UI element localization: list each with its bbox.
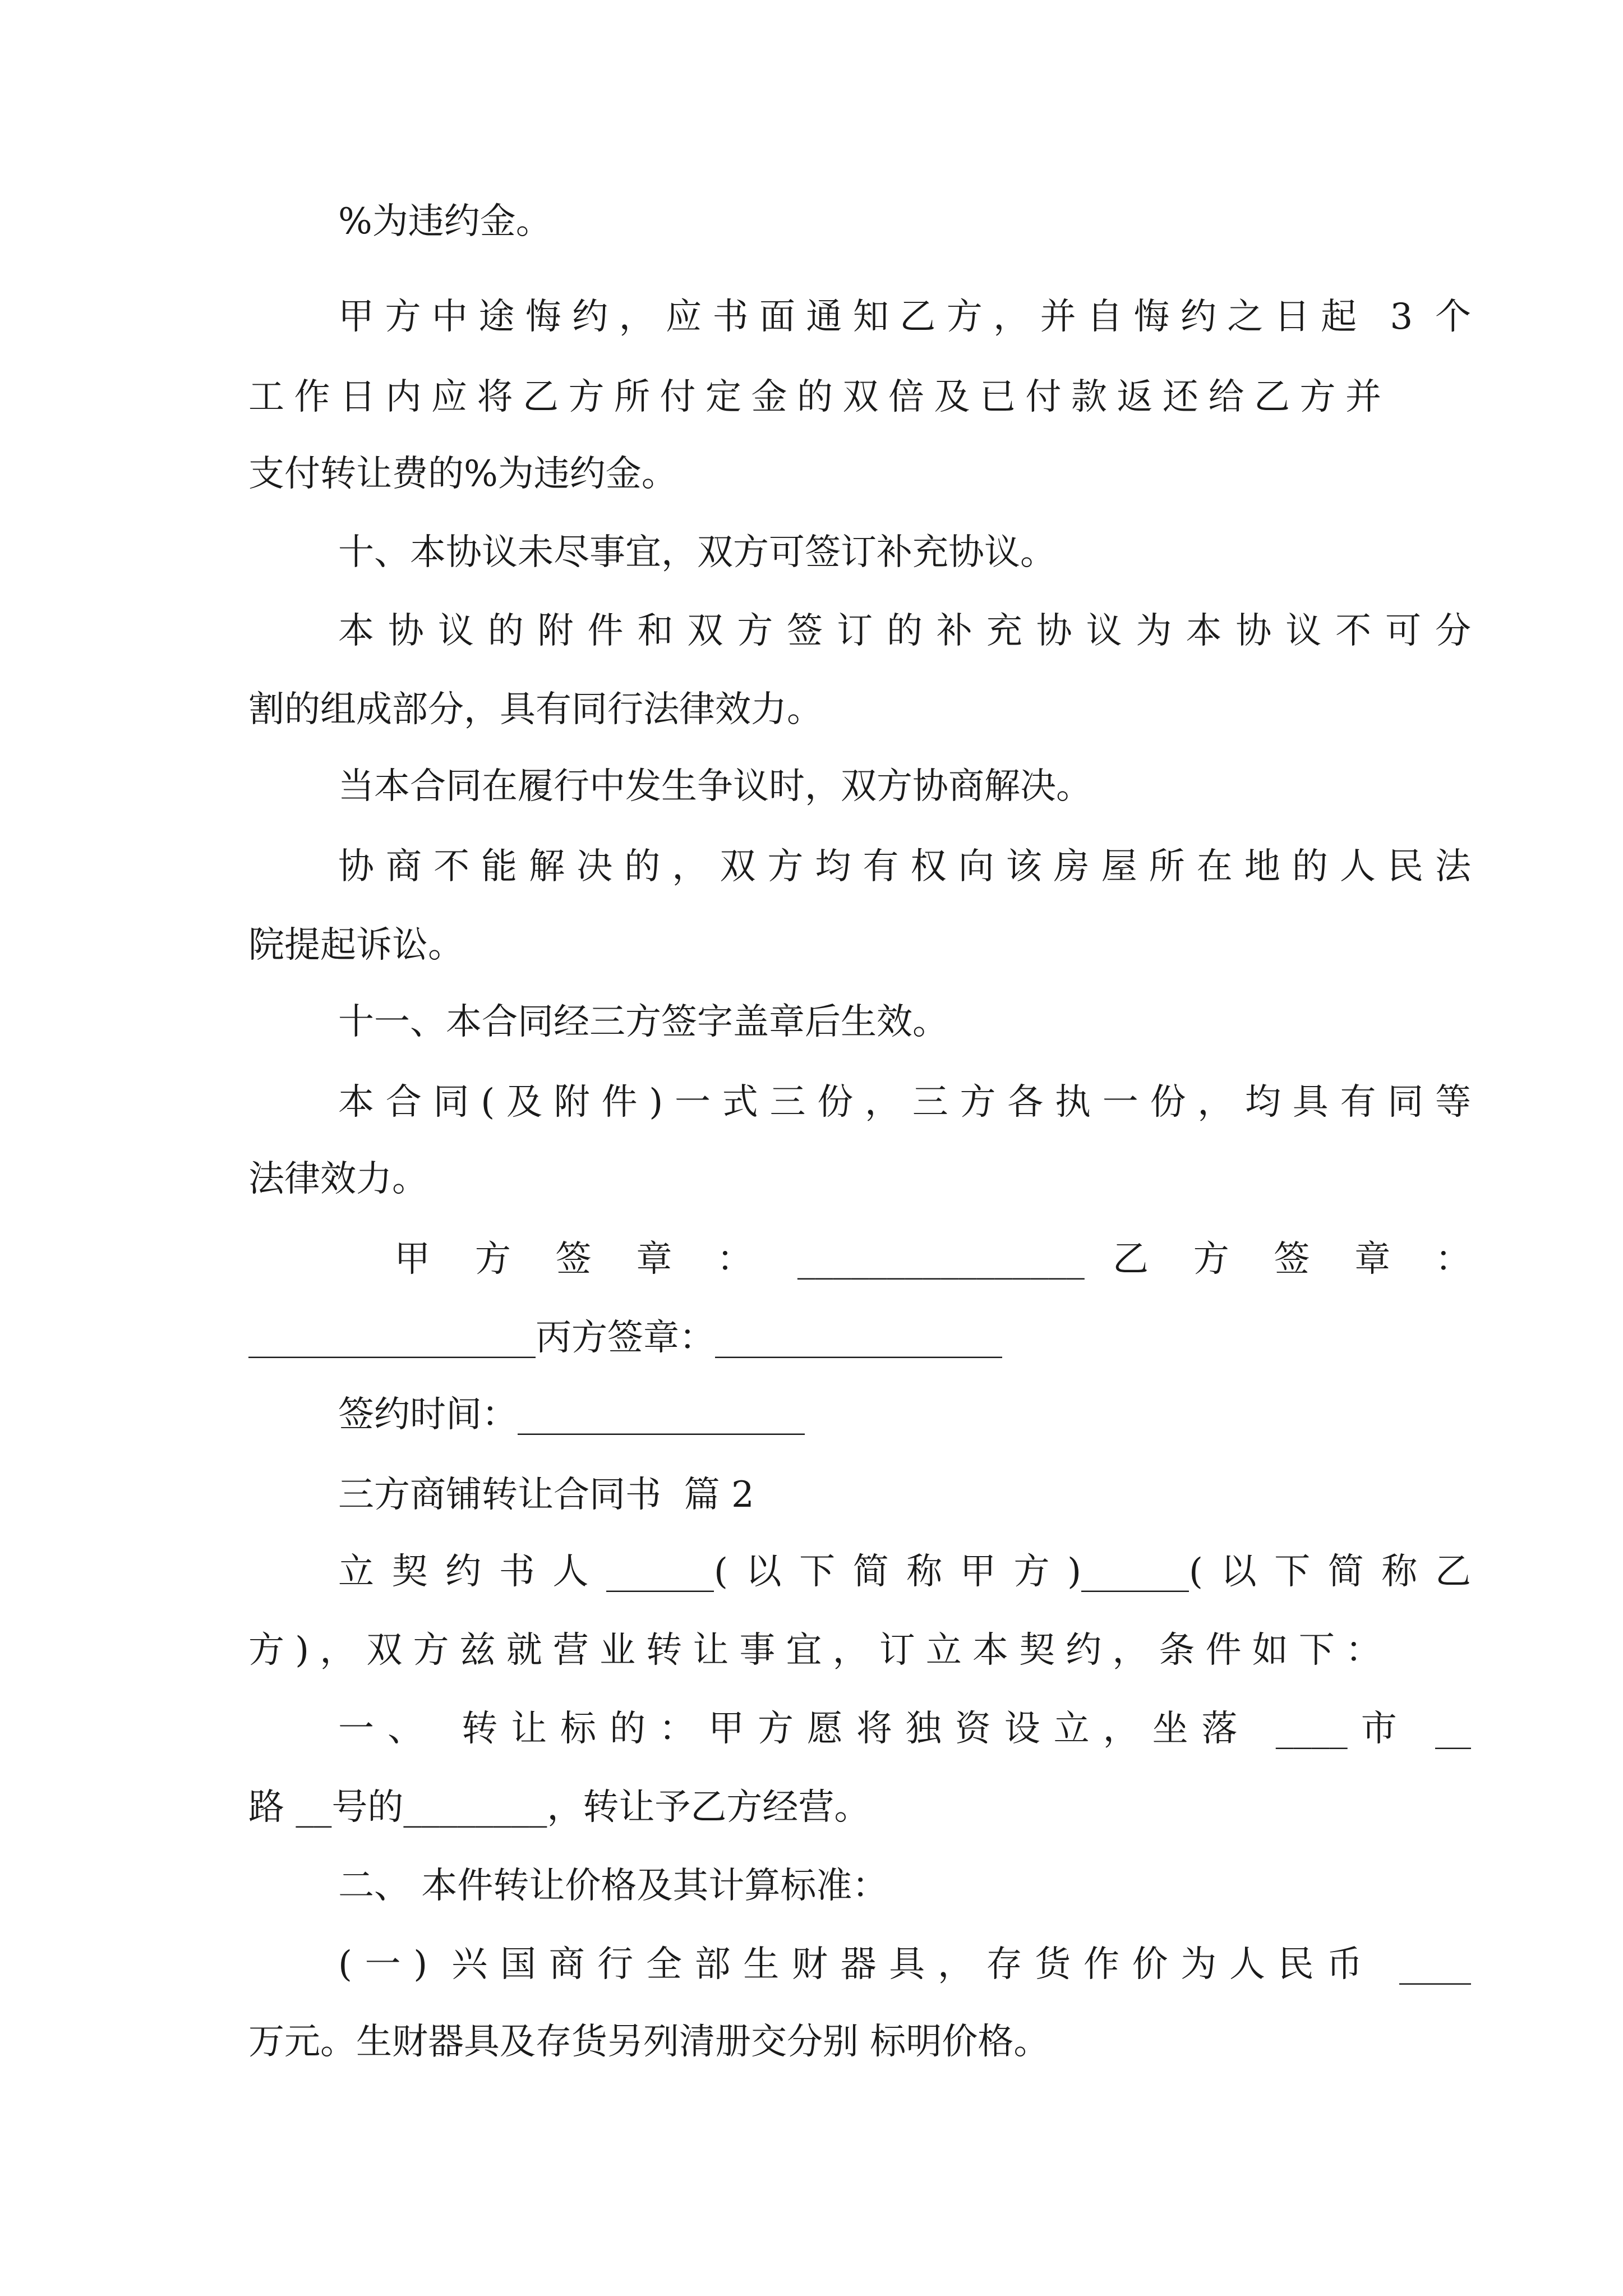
text-line-3: 工作日内应将乙方所付定金的双倍及已付款返还给乙方并	[248, 376, 1381, 418]
text-line-4: 支付转让费的%为违约金。	[248, 453, 677, 495]
text-line-24: 万元。生财器具及存货另列清册交分别 标明价格。	[248, 2021, 1050, 2063]
text-line-18: 立契约书人______(以下简称甲方)______(以下简称乙	[338, 1551, 1471, 1593]
text-line-2: 甲方中途悔约，应书面通知乙方，并自悔约之日起 3 个	[338, 296, 1471, 338]
text-line-6: 本协议的附件和双方签订的补充协议为本协议不可分	[338, 610, 1471, 652]
signing-date-line: 签约时间：________________	[338, 1394, 805, 1435]
text-line-10: 院提起诉讼。	[248, 924, 464, 966]
signature-line-party-a-b: 甲 方 签 章 ： ________________ 乙 方 签 章 ：	[338, 1239, 1471, 1280]
text-line-19: 方)，双方兹就营业转让事宜，订立本契约，条件如下：	[248, 1630, 1381, 1671]
text-line-11: 十一、本合同经三方签字盖章后生效。	[338, 1001, 948, 1043]
section-heading: 三方商铺转让合同书 篇 2	[338, 1474, 754, 1516]
text-line-13: 法律效力。	[248, 1158, 428, 1200]
text-line-12: 本合同(及附件)一式三份，三方各执一份，均具有同等	[338, 1082, 1471, 1123]
text-line-9: 协商不能解决的，双方均有权向该房屋所在地的人民法	[338, 846, 1471, 887]
text-line-23: (一) 兴国商行全部生财器具，存货作价为人民币 ____	[338, 1944, 1471, 1985]
text-line-7: 割的组成部分，具有同行法律效力。	[248, 689, 823, 730]
text-line-5: 十、本协议未尽事宜，双方可签订补充协议。	[338, 532, 1056, 573]
text-line-21: 路 __号的________，转让予乙方经营。	[248, 1787, 870, 1828]
text-line-8: 当本合同在履行中发生争议时，双方协商解决。	[338, 766, 1092, 807]
text-line-20: 一、 转让标的：甲方愿将独资设立，坐落 ____市 __	[338, 1708, 1471, 1750]
text-line-22: 二、 本件转让价格及其计算标准：	[338, 1865, 888, 1907]
signature-line-party-c: ________________丙方签章：________________	[248, 1317, 1002, 1359]
text-line-1: %为违约金。	[338, 201, 552, 242]
